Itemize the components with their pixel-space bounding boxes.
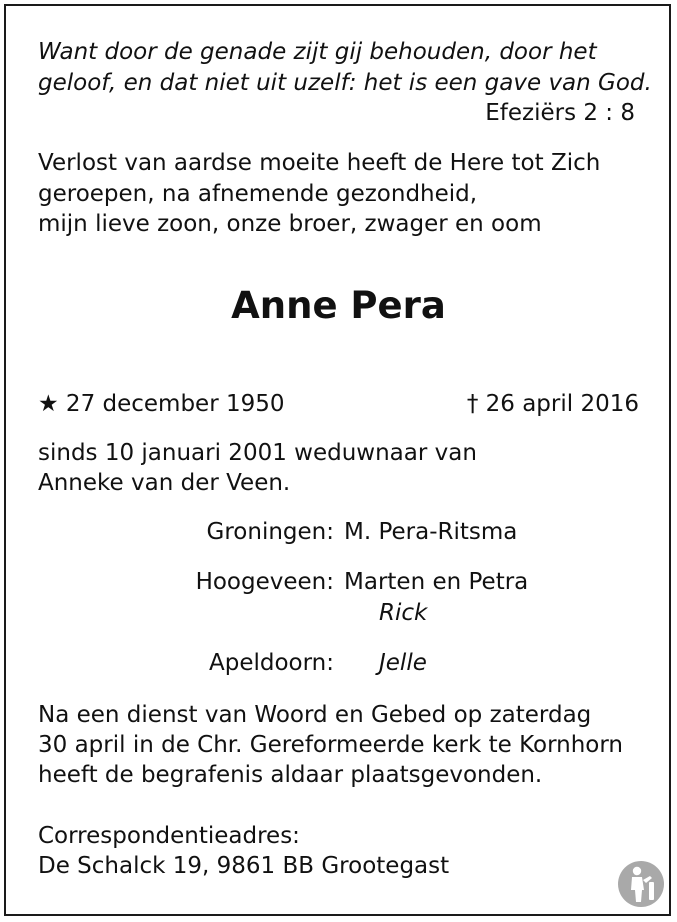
intro-line-1: Verlost van aardse moeite heeft de Here tot Zich: [38, 150, 601, 176]
correspondence-label: Correspondentieadres:: [38, 823, 300, 849]
widower-line-2: Anneke van der Veen.: [38, 470, 291, 496]
deceased-name: Anne Pera: [231, 284, 446, 327]
service-line-2: 30 april in de Chr. Gereformeerde kerk te Kornhorn: [38, 732, 624, 758]
family-place-apeldoorn: Apeldoorn:: [209, 650, 334, 676]
service-line-3: heeft de begrafenis aldaar plaatsgevonden.: [38, 762, 543, 788]
intro-line-2: geroepen, na afnemende gezondheid,: [38, 181, 478, 207]
family-child-hoogeveen: Rick: [379, 600, 428, 626]
intro-line-3: mijn lieve zoon, onze broer, zwager en oom: [38, 211, 542, 237]
birth-date: ★ 27 december 1950: [38, 391, 285, 417]
family-names-hoogeveen: Marten en Petra: [344, 569, 529, 595]
service-line-1: Na een dienst van Woord en Gebed op zaterdag: [38, 702, 592, 728]
family-names-groningen: M. Pera-Ritsma: [344, 519, 518, 545]
death-date: † 26 april 2016: [466, 391, 639, 417]
widower-line-1: sinds 10 januari 2001 weduwnaar van: [38, 440, 477, 466]
family-place-hoogeveen: Hoogeveen:: [195, 569, 334, 595]
family-child-apeldoorn: Jelle: [379, 650, 427, 676]
memorial-figure-icon: [617, 860, 665, 908]
correspondence-address: De Schalck 19, 9861 BB Grootegast: [38, 853, 450, 879]
verse-reference: Efeziërs 2 : 8: [485, 100, 635, 126]
family-place-groningen: Groningen:: [206, 519, 334, 545]
verse-line-1: Want door de genade zijt gij behouden, door het: [38, 39, 597, 65]
verse-line-2: geloof, en dat niet uit uzelf: het is een gave van God.: [38, 70, 652, 96]
